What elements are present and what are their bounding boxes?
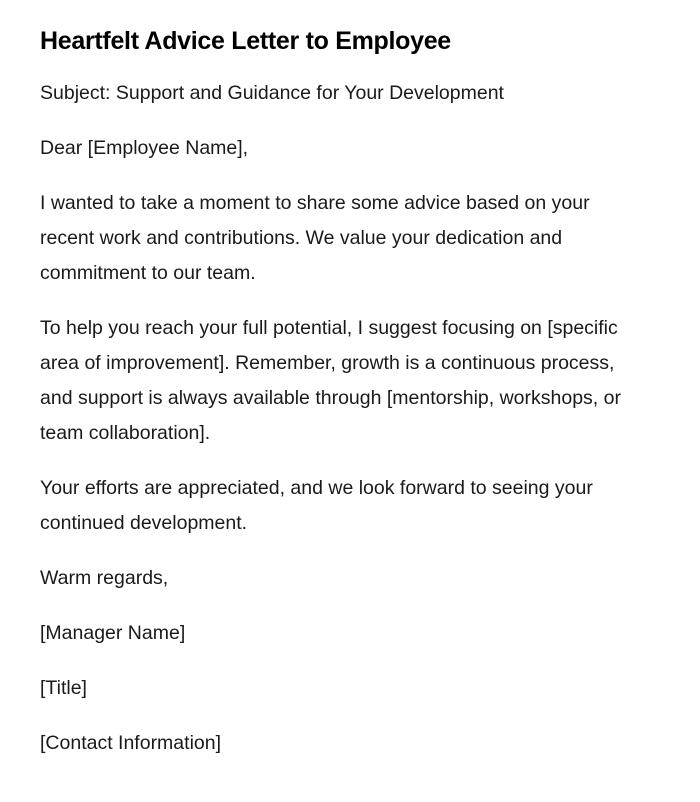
contact-information: [Contact Information]	[40, 732, 222, 754]
body-paragraph: To help you reach your full potential, I suggest focusing on [specific area of improvement]. Remember, growth is a continuous process, and support is always available through [mentorship, workshops, or team collaboration].	[40, 317, 621, 444]
body-paragraph: I wanted to take a moment to share some advice based on your recent work and contributions. We value your dedication and commitment to our team.	[40, 192, 590, 284]
subject-line: Subject: Support and Guidance for Your Development	[40, 82, 504, 104]
closing: Warm regards,	[40, 567, 169, 589]
manager-name: [Manager Name]	[40, 622, 186, 644]
salutation: Dear [Employee Name],	[40, 137, 249, 159]
page-title: Heartfelt Advice Letter to Employee	[40, 27, 451, 55]
body-paragraph: Your efforts are appreciated, and we look forward to seeing your continued development.	[40, 477, 593, 534]
manager-title: [Title]	[40, 677, 87, 699]
